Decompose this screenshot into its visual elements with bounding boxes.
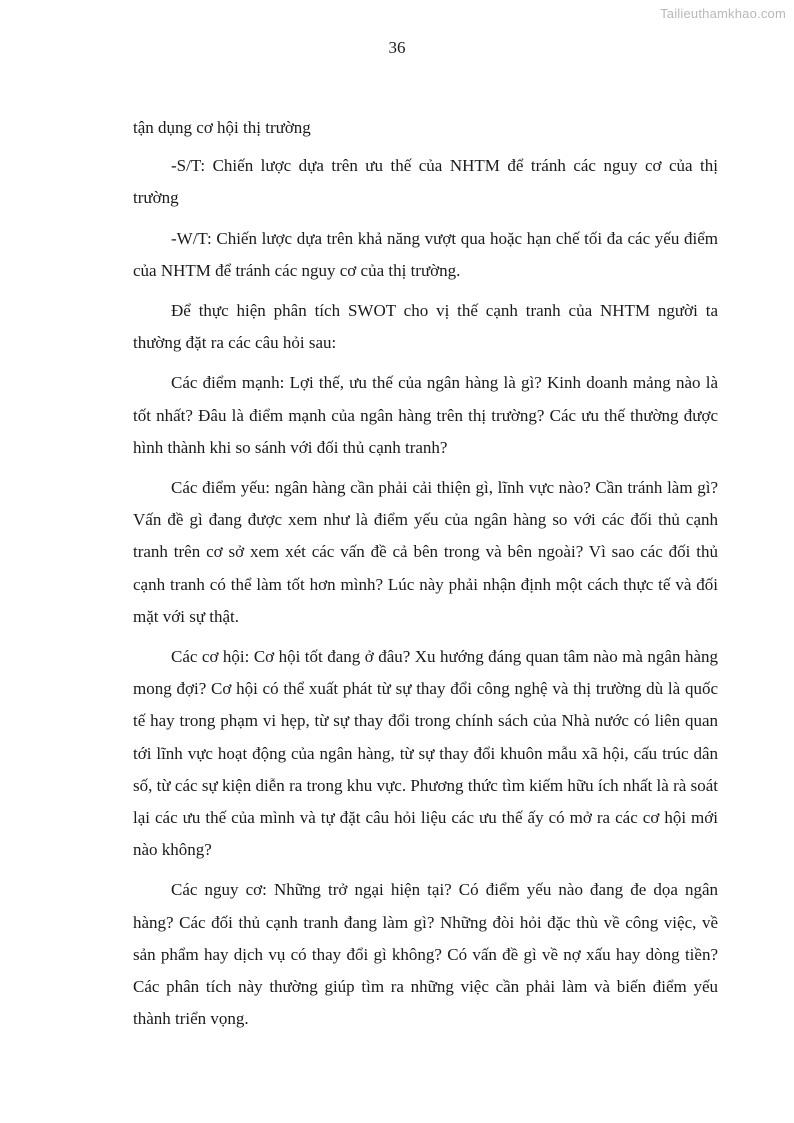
watermark: Tailieuthamkhao.com: [660, 6, 786, 21]
paragraph-continuation: tận dụng cơ hội thị trường: [133, 118, 311, 137]
paragraph-st-strategy: -S/T: Chiến lược dựa trên ưu thế của NHTM để tránh các nguy cơ của thị trường: [133, 156, 718, 208]
paragraph-strengths: Các điểm mạnh: Lợi thế, ưu thế của ngân hàng là gì? Kinh doanh mảng nào là tốt nhất? Đâu là điểm mạnh của ngân hàng trên thị trường? Các ưu thế thường được hình thành khi so sánh với đối thủ cạnh tranh?: [133, 373, 718, 457]
paragraph-opportunities: Các cơ hội: Cơ hội tốt đang ở đâu? Xu hướng đáng quan tâm nào mà ngân hàng mong đợi? Cơ hội có thể xuất phát từ sự thay đổi công nghệ và thị trường dù là quốc tế hay trong phạm vi hẹp, từ sự thay đổi trong chính sách của Nhà nước có liên quan tới lĩnh vực hoạt động của ngân hàng, từ sự thay đổi khuôn mẫu xã hội, cấu trúc dân số, từ các sự kiện diễn ra trong khu vực. Phương thức tìm kiếm hữu ích nhất là rà soát lại các ưu thế của mình và tự đặt câu hỏi liệu các ưu thế ấy có mở ra các cơ hội mới nào không?: [133, 647, 718, 860]
paragraph-swot-intro: Để thực hiện phân tích SWOT cho vị thế cạnh tranh của NHTM người ta thường đặt ra các câu hỏi sau:: [133, 301, 718, 353]
page-number: 36: [388, 38, 406, 57]
paragraph-wt-strategy: -W/T: Chiến lược dựa trên khả năng vượt qua hoặc hạn chế tối đa các yếu điểm của NHTM để tránh các nguy cơ của thị trường.: [133, 228, 718, 280]
paragraph-weaknesses: Các điểm yếu: ngân hàng cần phải cải thiện gì, lĩnh vực nào? Cần tránh làm gì? Vấn đề gì đang được xem như là điểm yếu của ngân hàng so với các đối thủ cạnh tranh trên cơ sở xem xét các vấn đề cả bên trong và bên ngoài? Vì sao các đối thủ cạnh tranh có thể làm tốt hơn mình? Lúc này phải nhận định một cách thực tế và đối mặt với sự thật.: [133, 478, 718, 626]
document-body: [133, 112, 718, 1043]
paragraph-threats: Các nguy cơ: Những trở ngại hiện tại? Có điểm yếu nào đang đe dọa ngân hàng? Các đối thủ cạnh tranh đang làm gì? Những đòi hỏi đặc thù về công việc, về sản phẩm hay dịch vụ có thay đổi gì không? Có vấn đề gì về nợ xấu hay dòng tiền? Các phân tích này thường giúp tìm ra những việc cần phải làm và biến điểm yếu thành triển vọng.: [133, 880, 718, 1029]
